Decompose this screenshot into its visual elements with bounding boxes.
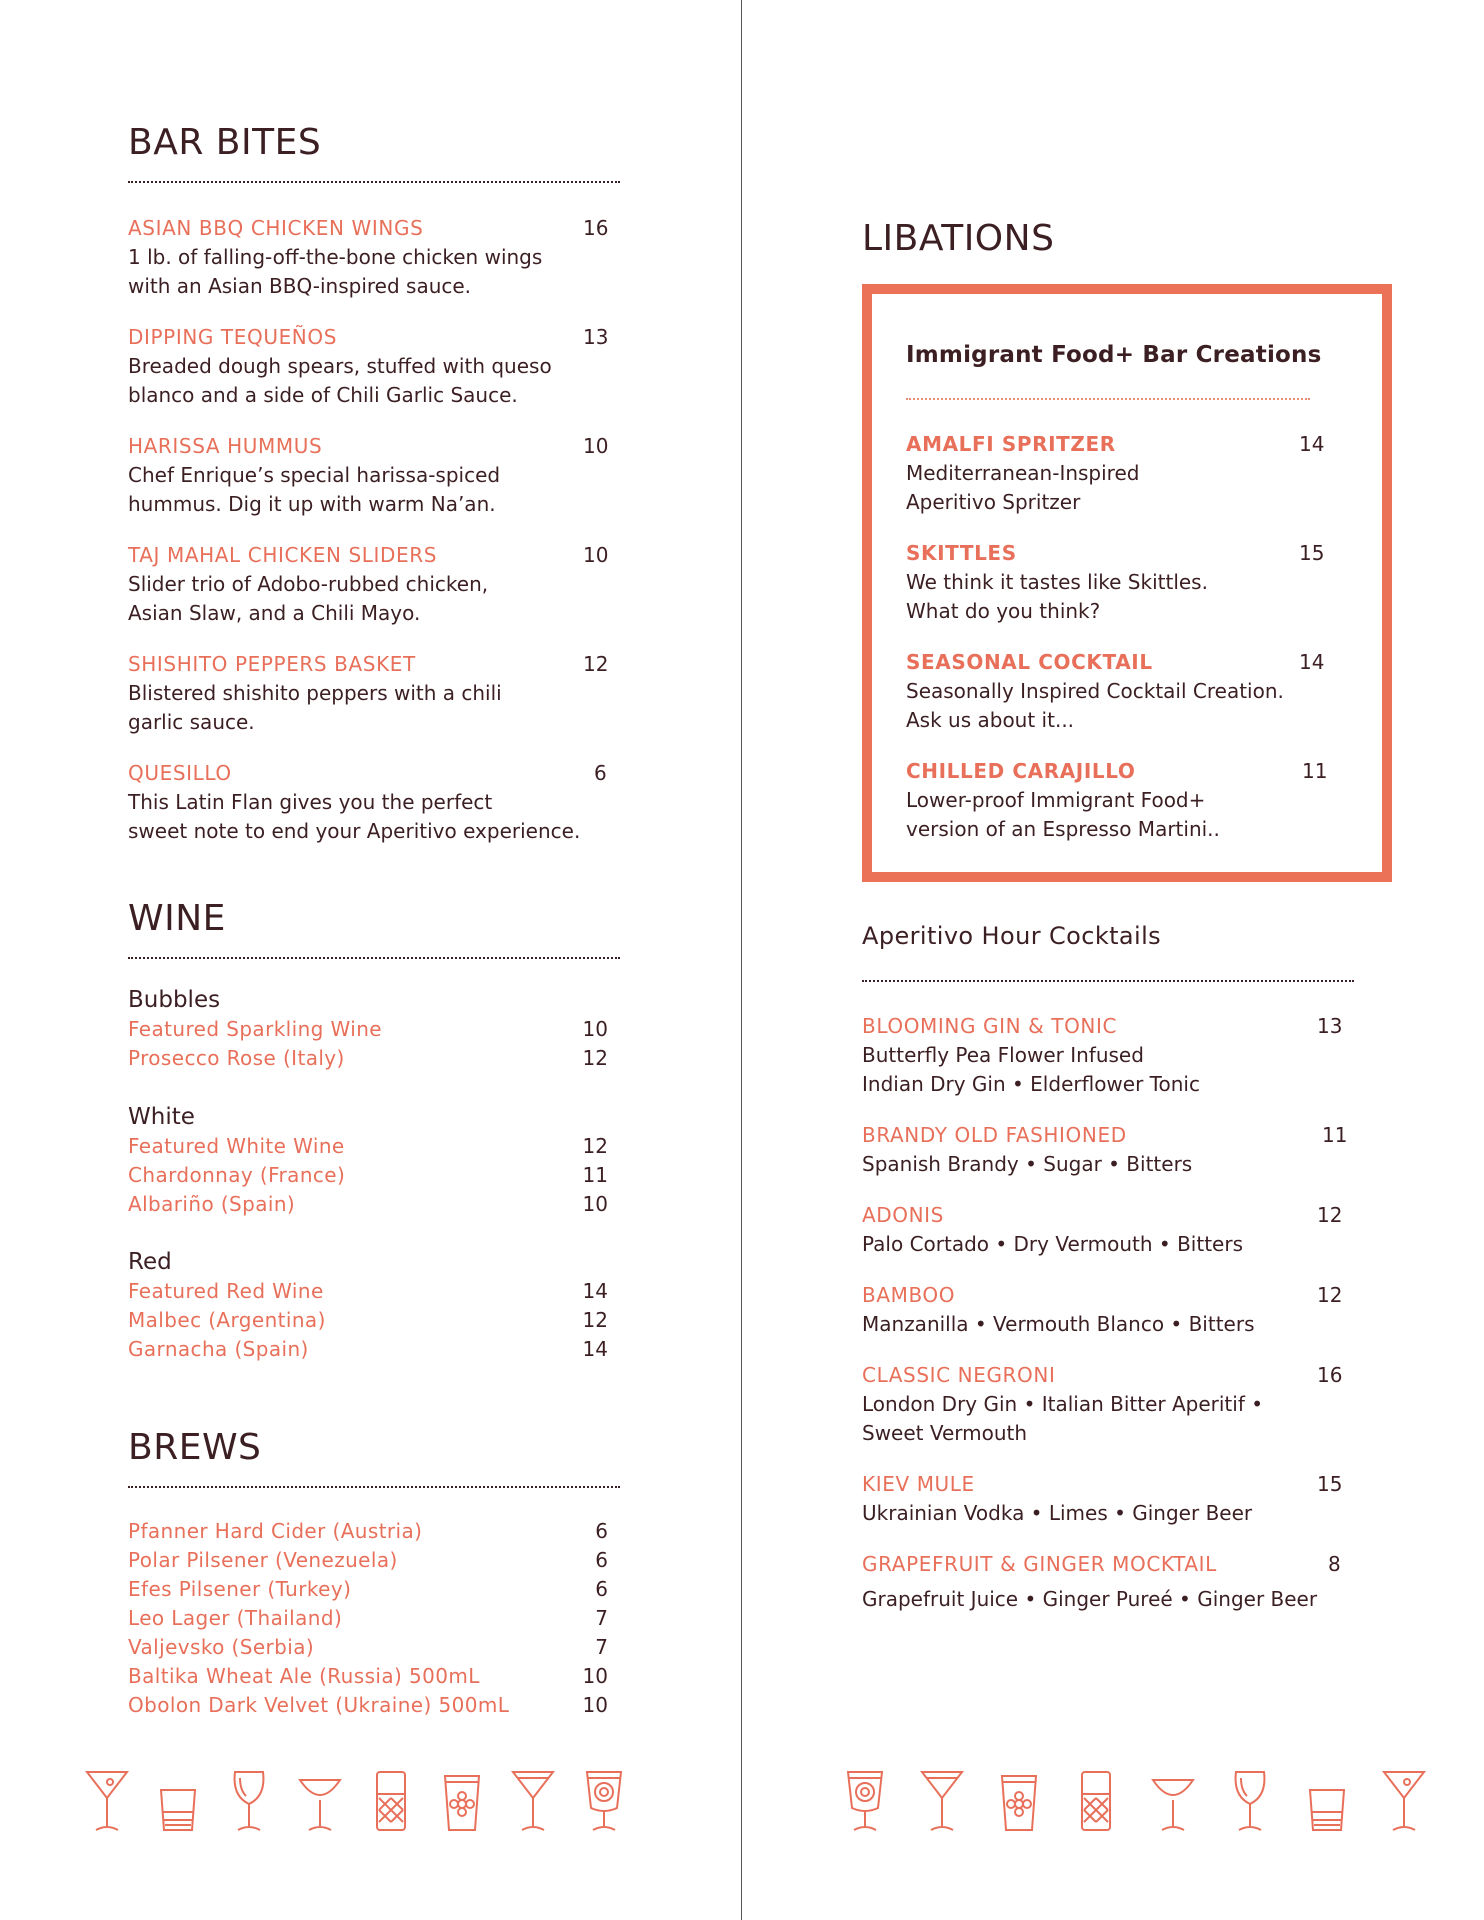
brew-name: Pfanner Hard Cider (Austria) — [128, 1519, 423, 1543]
item-desc-line: Lower-proof Immigrant Food+ — [906, 788, 1206, 812]
item-price: 10 — [583, 434, 609, 458]
item-desc-line: Chef Enrique’s special harissa-spiced — [128, 463, 501, 487]
item-name: ADONIS — [862, 1203, 944, 1227]
brews-list — [128, 1517, 608, 1720]
item-desc-line: Sweet Vermouth — [862, 1421, 1028, 1445]
item-desc-line: Seasonally Inspired Cocktail Creation. — [906, 679, 1284, 703]
wine-price: 12 — [582, 1046, 608, 1070]
item-price: 14 — [1299, 650, 1325, 674]
wine-glass-icon — [226, 1768, 272, 1834]
menu-item — [128, 759, 648, 846]
brew-row — [128, 1633, 608, 1662]
cocktail-item — [906, 430, 1346, 517]
left-glassware-row — [84, 1768, 627, 1834]
item-price: 8 — [1328, 1552, 1341, 1576]
item-desc-line: We think it tastes like Skittles. — [906, 570, 1208, 594]
wine-row — [128, 1132, 608, 1161]
item-name: BAMBOO — [862, 1283, 956, 1307]
cocktail-item — [862, 1550, 1382, 1614]
item-price: 12 — [1317, 1283, 1343, 1307]
item-price: 13 — [583, 325, 609, 349]
wine-glass-icon — [1227, 1768, 1273, 1834]
item-desc-line: Ask us about it... — [906, 708, 1075, 732]
cocktail-item — [862, 1361, 1382, 1448]
item-price: 10 — [583, 543, 609, 567]
coupe-glass-icon — [297, 1768, 343, 1834]
item-desc-line: London Dry Gin • Italian Bitter Aperitif • — [862, 1392, 1264, 1416]
wine-group-bubbles — [128, 985, 608, 1073]
item-name: BLOOMING GIN & TONIC — [862, 1014, 1118, 1038]
item-desc-line: What do you think? — [906, 599, 1101, 623]
cocktail-item — [862, 1201, 1382, 1259]
wine-name: Featured Red Wine — [128, 1279, 324, 1303]
bar-creations-divider — [906, 398, 1310, 400]
brew-name: Polar Pilsener (Venezuela) — [128, 1548, 398, 1572]
item-price: 11 — [1302, 759, 1328, 783]
martini-glass-icon — [510, 1768, 556, 1834]
wine-price: 11 — [582, 1163, 608, 1187]
item-price: 14 — [1299, 432, 1325, 456]
cocktail-item — [862, 1281, 1382, 1339]
coupe-glass-icon — [1150, 1768, 1196, 1834]
highball-glass-icon — [368, 1768, 414, 1834]
item-desc-line: version of an Espresso Martini.. — [906, 817, 1220, 841]
menu-item — [128, 214, 620, 301]
wine-group-white — [128, 1102, 608, 1219]
item-price: 12 — [583, 652, 609, 676]
brew-price: 10 — [582, 1693, 608, 1717]
goblet-glass-icon — [581, 1768, 627, 1834]
item-price: 16 — [583, 216, 609, 240]
item-desc-line: Asian Slaw, and a Chili Mayo. — [128, 601, 421, 625]
wine-name: Chardonnay (France) — [128, 1163, 346, 1187]
bar-creations-title: Immigrant Food+ Bar Creations — [906, 342, 1322, 368]
item-desc-line: This Latin Flan gives you the perfect — [128, 790, 493, 814]
right-glassware-row — [842, 1768, 1427, 1834]
brew-row — [128, 1575, 608, 1604]
item-desc-line: garlic sauce. — [128, 710, 255, 734]
item-desc-line: Spanish Brandy • Sugar • Bitters — [862, 1152, 1193, 1176]
wine-row — [128, 1277, 608, 1306]
wine-price: 12 — [582, 1308, 608, 1332]
wine-row — [128, 1161, 608, 1190]
brews-title: BREWS — [128, 1427, 262, 1468]
item-desc-line: Grapefruit Juice • Ginger Pureé • Ginger Beer — [862, 1587, 1318, 1611]
brew-price: 7 — [595, 1606, 608, 1630]
cocktail-item — [906, 757, 1346, 844]
wine-title: WINE — [128, 898, 226, 939]
wine-name: Albariño (Spain) — [128, 1192, 296, 1216]
menu-item — [128, 432, 620, 519]
wine-row — [128, 1015, 608, 1044]
libations-title: LIBATIONS — [862, 218, 1055, 259]
bar-creations-box — [862, 284, 1392, 882]
item-desc-line: Ukrainian Vodka • Limes • Ginger Beer — [862, 1501, 1253, 1525]
wine-price: 10 — [582, 1192, 608, 1216]
brew-name: Valjevsko (Serbia) — [128, 1635, 315, 1659]
wine-name: Garnacha (Spain) — [128, 1337, 309, 1361]
goblet-glass-icon — [842, 1768, 888, 1834]
item-desc-line: Aperitivo Spritzer — [906, 490, 1081, 514]
brew-row — [128, 1546, 608, 1575]
brew-price: 7 — [595, 1635, 608, 1659]
brew-row — [128, 1662, 608, 1691]
item-desc-line: sweet note to end your Aperitivo experience. — [128, 819, 581, 843]
wine-name: Malbec (Argentina) — [128, 1308, 326, 1332]
highball-glass-icon — [1073, 1768, 1119, 1834]
flower-cup-icon — [439, 1768, 485, 1834]
menu-item — [128, 323, 620, 410]
menu-item — [128, 650, 620, 737]
item-price: 16 — [1317, 1363, 1343, 1387]
wine-row — [128, 1306, 608, 1335]
bar-bites-divider — [128, 181, 620, 183]
martini-glass-icon — [919, 1768, 965, 1834]
wine-group-heading: White — [128, 1104, 195, 1130]
brew-row — [128, 1604, 608, 1633]
brew-row — [128, 1691, 608, 1720]
item-desc-line: Breaded dough spears, stuffed with queso — [128, 354, 552, 378]
item-desc-line: 1 lb. of falling-off-the-bone chicken wings — [128, 245, 543, 269]
martini-glass-icon — [1381, 1768, 1427, 1834]
wine-price: 10 — [582, 1017, 608, 1041]
wine-row — [128, 1044, 608, 1073]
item-name: SHISHITO PEPPERS BASKET — [128, 652, 416, 676]
wine-name: Prosecco Rose (Italy) — [128, 1046, 345, 1070]
item-name: SEASONAL COCKTAIL — [906, 650, 1153, 674]
wine-group-heading: Red — [128, 1249, 172, 1275]
cocktail-item — [862, 1470, 1382, 1528]
item-price: 15 — [1317, 1472, 1343, 1496]
item-desc-line: Slider trio of Adobo-rubbed chicken, — [128, 572, 489, 596]
brew-price: 10 — [582, 1664, 608, 1688]
item-desc-line: Manzanilla • Vermouth Blanco • Bitters — [862, 1312, 1255, 1336]
wine-price: 14 — [582, 1279, 608, 1303]
item-price: 15 — [1299, 541, 1325, 565]
wine-row — [128, 1335, 608, 1364]
item-name: AMALFI SPRITZER — [906, 432, 1116, 456]
item-name: TAJ MAHAL CHICKEN SLIDERS — [128, 543, 438, 567]
item-price: 13 — [1317, 1014, 1343, 1038]
rocks-glass-icon — [1304, 1768, 1350, 1834]
item-name: CHILLED CARAJILLO — [906, 759, 1136, 783]
item-name: KIEV MULE — [862, 1472, 975, 1496]
wine-divider — [128, 957, 620, 959]
brew-name: Efes Pilsener (Turkey) — [128, 1577, 352, 1601]
item-name: QUESILLO — [128, 761, 232, 785]
rocks-glass-icon — [155, 1768, 201, 1834]
brew-price: 6 — [595, 1577, 608, 1601]
wine-price: 12 — [582, 1134, 608, 1158]
brew-name: Leo Lager (Thailand) — [128, 1606, 343, 1630]
wine-group-red — [128, 1247, 608, 1364]
item-name: SKITTLES — [906, 541, 1017, 565]
item-price: 12 — [1317, 1203, 1343, 1227]
bar-bites-title: BAR BITES — [128, 122, 322, 163]
item-name: DIPPING TEQUEÑOS — [128, 325, 338, 349]
aperitivo-cocktails-divider — [862, 980, 1354, 982]
item-name: GRAPEFRUIT & GINGER MOCKTAIL — [862, 1552, 1217, 1576]
item-name: HARISSA HUMMUS — [128, 434, 323, 458]
flower-cup-icon — [996, 1768, 1042, 1834]
item-desc-line: with an Asian BBQ-inspired sauce. — [128, 274, 472, 298]
item-desc-line: Mediterranean-Inspired — [906, 461, 1140, 485]
cocktail-item — [862, 1121, 1382, 1179]
item-desc-line: Blistered shishito peppers with a chili — [128, 681, 502, 705]
cocktail-item — [906, 648, 1366, 735]
cocktail-item — [906, 539, 1346, 626]
wine-name: Featured White Wine — [128, 1134, 345, 1158]
item-desc-line: blanco and a side of Chili Garlic Sauce. — [128, 383, 518, 407]
martini-glass-icon — [84, 1768, 130, 1834]
center-divider — [741, 0, 742, 1920]
wine-group-heading: Bubbles — [128, 987, 221, 1013]
wine-name: Featured Sparkling Wine — [128, 1017, 382, 1041]
brew-name: Baltika Wheat Ale (Russia) 500mL — [128, 1664, 480, 1688]
cocktail-item — [862, 1012, 1382, 1099]
item-price: 6 — [594, 761, 607, 785]
menu-item — [128, 541, 620, 628]
item-name: BRANDY OLD FASHIONED — [862, 1123, 1127, 1147]
item-name: CLASSIC NEGRONI — [862, 1363, 1056, 1387]
wine-price: 14 — [582, 1337, 608, 1361]
item-desc-line: Indian Dry Gin • Elderflower Tonic — [862, 1072, 1200, 1096]
brews-divider — [128, 1486, 620, 1488]
item-desc-line: Palo Cortado • Dry Vermouth • Bitters — [862, 1232, 1243, 1256]
item-price: 11 — [1322, 1123, 1348, 1147]
item-desc-line: hummus. Dig it up with warm Na’an. — [128, 492, 496, 516]
wine-row — [128, 1190, 608, 1219]
brew-price: 6 — [595, 1548, 608, 1572]
brew-row — [128, 1517, 608, 1546]
item-name: ASIAN BBQ CHICKEN WINGS — [128, 216, 424, 240]
aperitivo-cocktails-title: Aperitivo Hour Cocktails — [862, 922, 1162, 950]
item-desc-line: Butterfly Pea Flower Infused — [862, 1043, 1144, 1067]
brew-name: Obolon Dark Velvet (Ukraine) 500mL — [128, 1693, 510, 1717]
brew-price: 6 — [595, 1519, 608, 1543]
